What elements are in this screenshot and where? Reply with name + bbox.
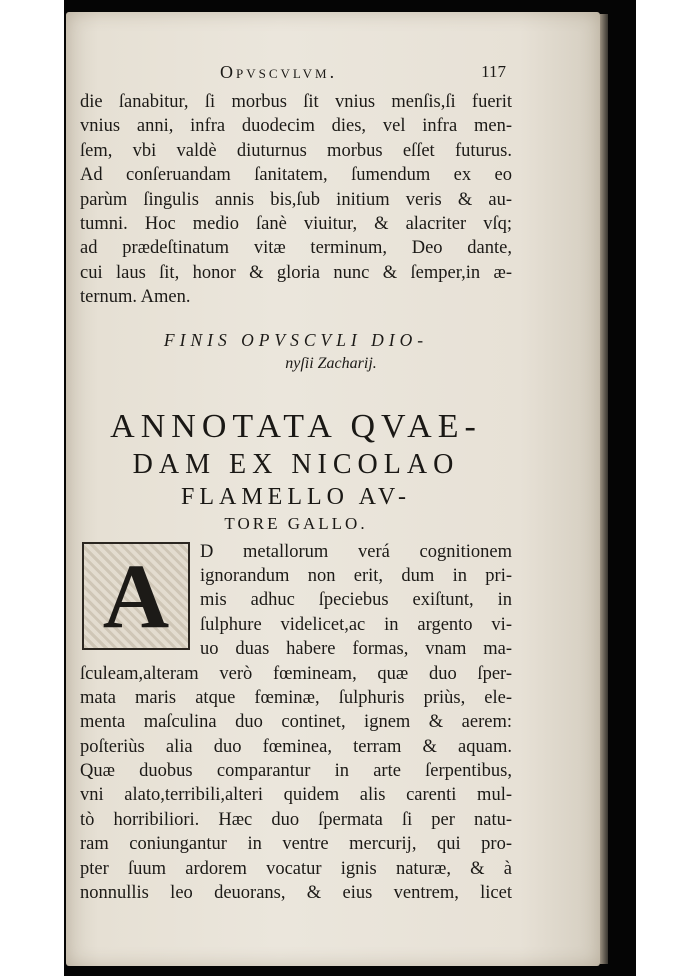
text-line: ternum. Amen. xyxy=(80,287,191,308)
text-line: tumni. Hoc medio ſanè viuitur, & alacriter vſq; xyxy=(80,213,512,234)
heading-line-4: TORE GALLO. xyxy=(224,513,368,533)
opening-paragraph xyxy=(80,540,512,662)
section-heading xyxy=(80,406,512,536)
text-line: parùm ſingulis annis bis,ſub initium veris & au- xyxy=(80,189,512,210)
text-line: Ad conſeruandam ſanitatem, ſumendum ex eo xyxy=(80,165,512,186)
text-line: ſem, vbi valdè diuturnus morbus eſſet futurus. xyxy=(80,140,512,161)
page-content xyxy=(80,58,512,905)
text-line: cui laus ſit, honor & gloria nunc & ſemper,in æ- xyxy=(80,262,512,283)
text-line: poſteriùs alia duo fœminea, terram & aquam. xyxy=(80,736,512,757)
text-line: vnius anni, infra duodecim dies, vel infra men- xyxy=(80,116,512,137)
text-line: nonnullis leo deuorans, & eius ventrem, licet xyxy=(80,883,512,904)
decorated-initial xyxy=(82,542,190,650)
text-line: ſulphure videlicet,ac in argento vi- xyxy=(200,614,512,635)
finis-line-2: nyſii Zacharij. xyxy=(285,354,377,372)
text-line: D metallorum verá cognitionem xyxy=(200,541,512,562)
heading-line-1: ANNOTATA QVAE- xyxy=(110,407,482,445)
closing-paragraph xyxy=(80,90,512,310)
text-line: tò horribiliori. Hæc duo ſpermata ſi per natu- xyxy=(80,809,512,830)
finis-line: FINIS OPVSCVLI DIO- xyxy=(163,329,429,350)
text-line: ſculeam,alteram verò fœmineam, quæ duo ſper- xyxy=(80,663,512,684)
heading-line-2: DAM EX NICOLAO xyxy=(132,448,460,480)
text-line: menta maſculina duo continet, ignem & aerem: xyxy=(80,712,512,733)
running-head xyxy=(80,58,512,88)
text-line: vni alato,terribili,alteri quidem alis carenti mul- xyxy=(80,785,512,806)
initial-letter: A xyxy=(102,544,170,647)
paragraph-continuation xyxy=(80,662,512,906)
text-line: pter ſuum ardorem vocatur ignis naturæ, & à xyxy=(80,858,512,879)
text-line: Quæ duobus comparantur in arte ſerpentibus, xyxy=(80,761,512,782)
page-number: 117 xyxy=(481,62,506,81)
text-line: ignorandum non erit, dum in pri- xyxy=(200,565,512,586)
text-line: ad prædeſtinatum vitæ terminum, Deo dante, xyxy=(80,238,512,259)
text-line: uo duas habere formas, vnam ma- xyxy=(200,639,512,660)
text-line: ram coniungantur in ventre mercurij, qui pro- xyxy=(80,834,512,855)
heading-line-3: FLAMELLO AV- xyxy=(180,483,412,510)
text-line: mis adhuc ſpeciebus exiſtunt, in xyxy=(200,590,512,611)
text-line: mata maris atque fœminæ, ſulphuris priùs, ele- xyxy=(80,687,512,708)
initial-lines xyxy=(200,540,512,662)
text-line: die ſanabitur, ſi morbus ſit vnius menſis,ſi fuerit xyxy=(80,92,512,112)
running-title: Opvscvlvm. xyxy=(220,62,338,82)
page-edge xyxy=(600,14,608,964)
